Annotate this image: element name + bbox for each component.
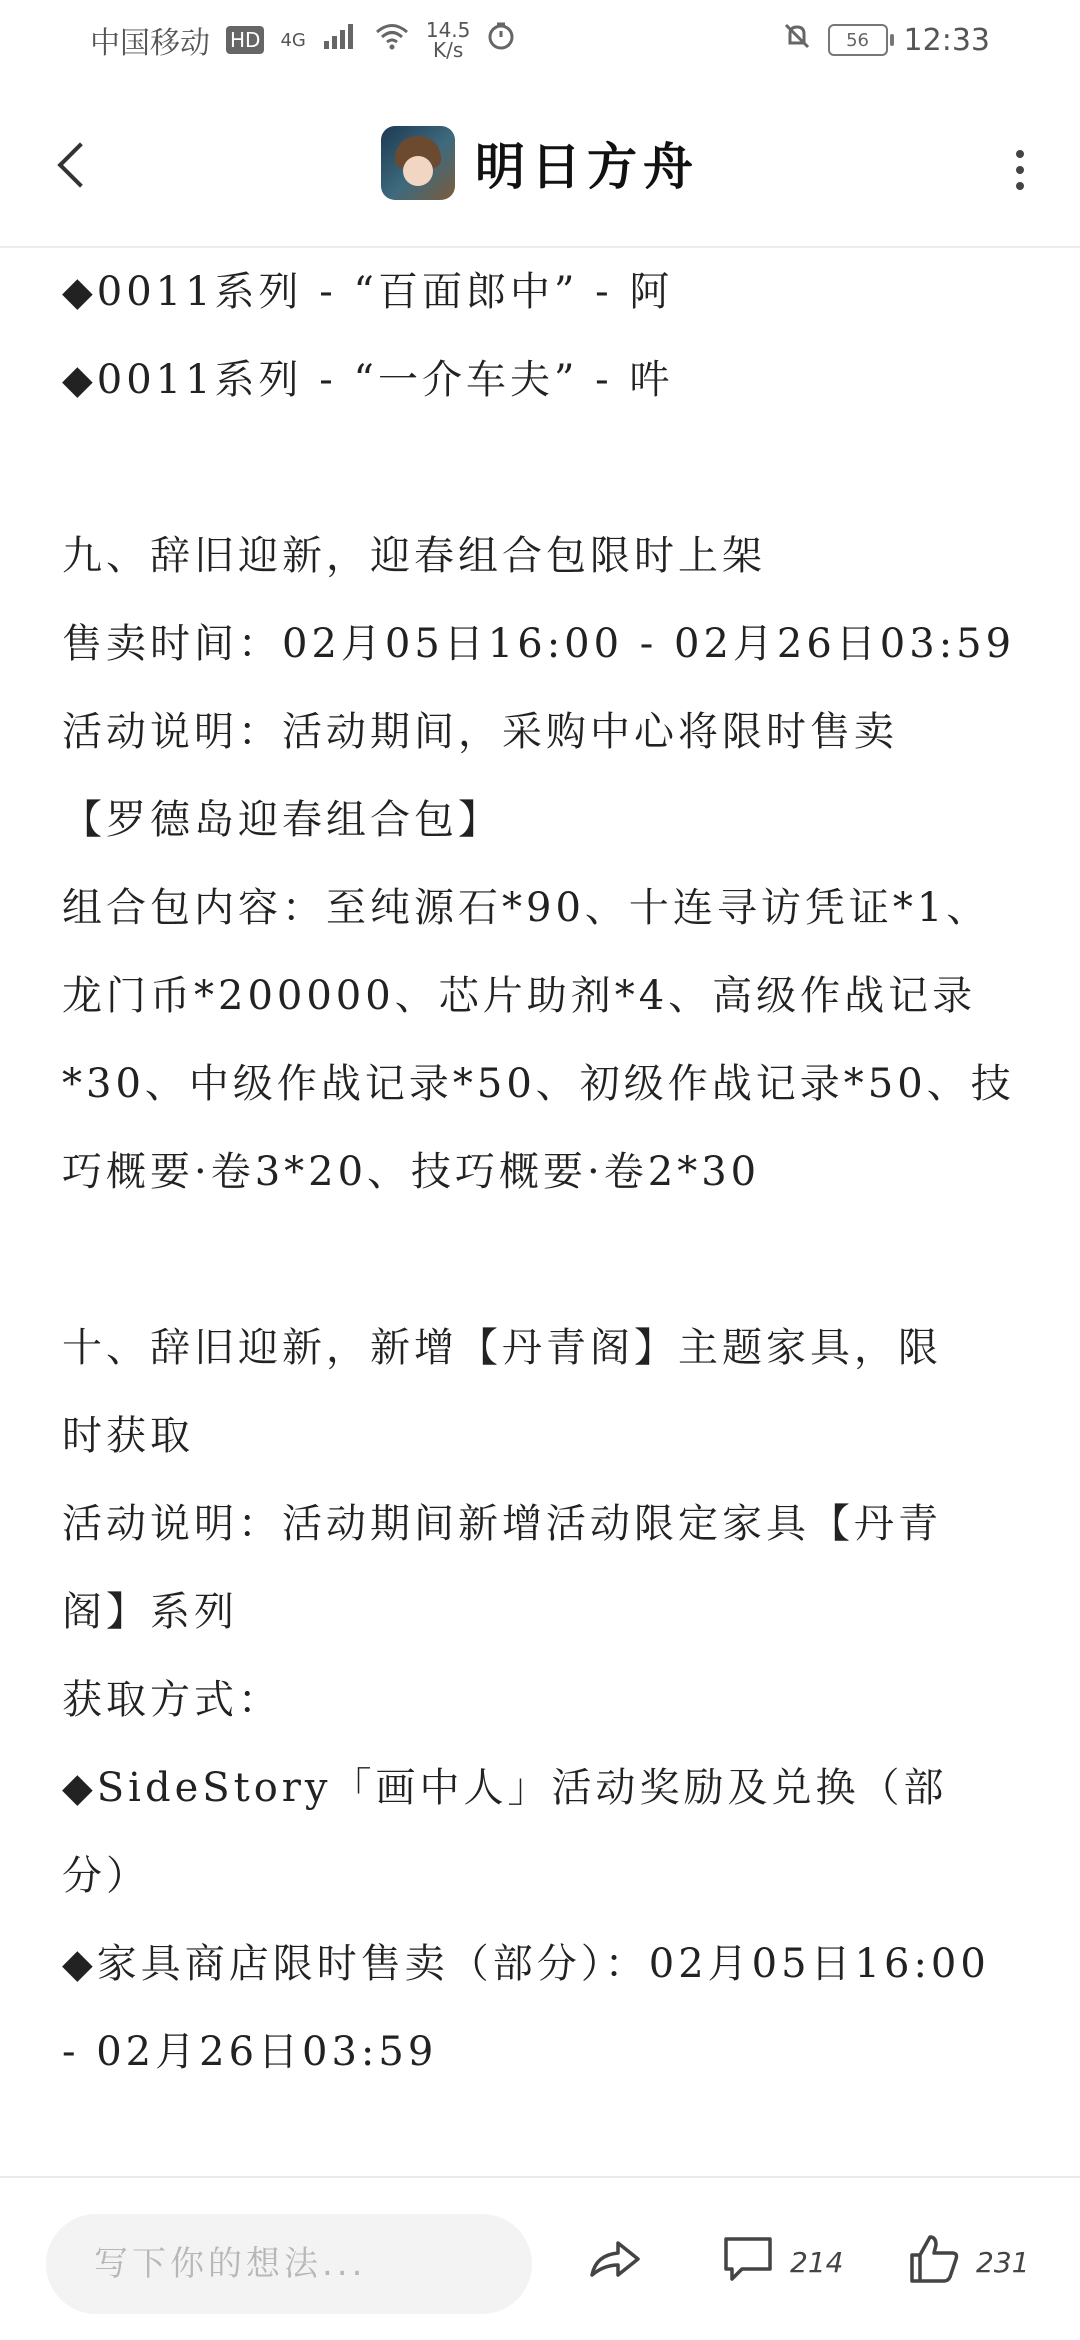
article-line: ◆0011系列 - “一介车夫” - 吽 xyxy=(62,357,674,403)
paragraph-gap xyxy=(62,424,1022,512)
article-line: ◆家具商店限时售卖（部分）：02月05日16:00 xyxy=(62,1941,990,1987)
app-avatar[interactable] xyxy=(381,126,455,200)
wifi-icon xyxy=(374,21,410,59)
share-button[interactable] xyxy=(586,2222,642,2302)
speed-unit: K/s xyxy=(432,38,464,62)
article-line: 巧概要·卷3*20、技巧概要·卷2*30 xyxy=(62,1149,761,1195)
article-line: - 02月26日03:59 xyxy=(62,2029,438,2075)
section-heading: 九、辞旧迎新，迎春组合包限时上架 xyxy=(62,533,766,579)
comment-button[interactable] xyxy=(720,2222,843,2302)
comment-count: 214 xyxy=(790,2245,844,2279)
article-line: ◆SideStory「画中人」活动奖励及兑换（部 xyxy=(62,1765,948,1811)
network-type: 4G xyxy=(280,29,306,51)
title-group[interactable] xyxy=(381,126,699,200)
battery-icon xyxy=(828,24,888,56)
status-right xyxy=(782,21,990,59)
carrier-name: 中国移动 xyxy=(90,26,210,61)
article-line: 组合包内容：至纯源石*90、十连寻访凭证*1、 xyxy=(62,885,991,931)
article-body xyxy=(62,248,1022,2176)
speed-value: 14.5 xyxy=(425,18,471,42)
article-line: 龙门币*200000、芯片助剂*4、高级作战记录 xyxy=(62,973,977,1019)
article-line: 时获取 xyxy=(62,1413,194,1459)
article-line: *30、中级作战记录*50、初级作战记录*50、技 xyxy=(62,1061,1015,1107)
bottom-bar xyxy=(0,2176,1080,2340)
clock: 12:33 xyxy=(903,22,990,58)
app-header xyxy=(0,80,1080,248)
article-line: 阁】系列 xyxy=(62,1589,238,1635)
article-line: ◆0011系列 - “百面郎中” - 阿 xyxy=(62,269,674,315)
paragraph-gap xyxy=(62,1216,1022,1304)
article-line: 【罗德岛迎春组合包】 xyxy=(62,797,502,843)
mute-icon xyxy=(782,21,812,59)
hd-badge: HD xyxy=(226,26,264,54)
article-line: 分） xyxy=(62,1853,150,1899)
like-count: 231 xyxy=(976,2245,1030,2279)
article-line: 获取方式： xyxy=(62,1677,282,1723)
status-left xyxy=(90,18,516,62)
comment-icon xyxy=(720,2231,776,2294)
back-icon[interactable] xyxy=(50,130,110,200)
section-heading: 十、辞旧迎新，新增【丹青阁】主题家具，限 xyxy=(62,1325,942,1371)
more-icon[interactable] xyxy=(1000,140,1040,200)
network-speed xyxy=(426,20,471,60)
paragraph-gap xyxy=(62,2096,1022,2184)
signal-icon xyxy=(322,21,358,59)
like-button[interactable] xyxy=(906,2222,1029,2302)
article-line: 活动说明：活动期间，采购中心将限时售卖 xyxy=(62,709,898,755)
status-bar xyxy=(0,0,1080,80)
article-line: 活动说明：活动期间新增活动限定家具【丹青 xyxy=(62,1501,942,1547)
comment-input[interactable]: 写下你的想法... xyxy=(46,2214,532,2314)
page-title: 明日方舟 xyxy=(475,138,699,196)
like-icon xyxy=(906,2231,962,2294)
share-icon xyxy=(586,2231,642,2294)
timer-icon xyxy=(486,21,516,59)
article-line: 售卖时间：02月05日16:00 - 02月26日03:59 xyxy=(62,621,1016,667)
battery-level: 56 xyxy=(846,29,869,51)
